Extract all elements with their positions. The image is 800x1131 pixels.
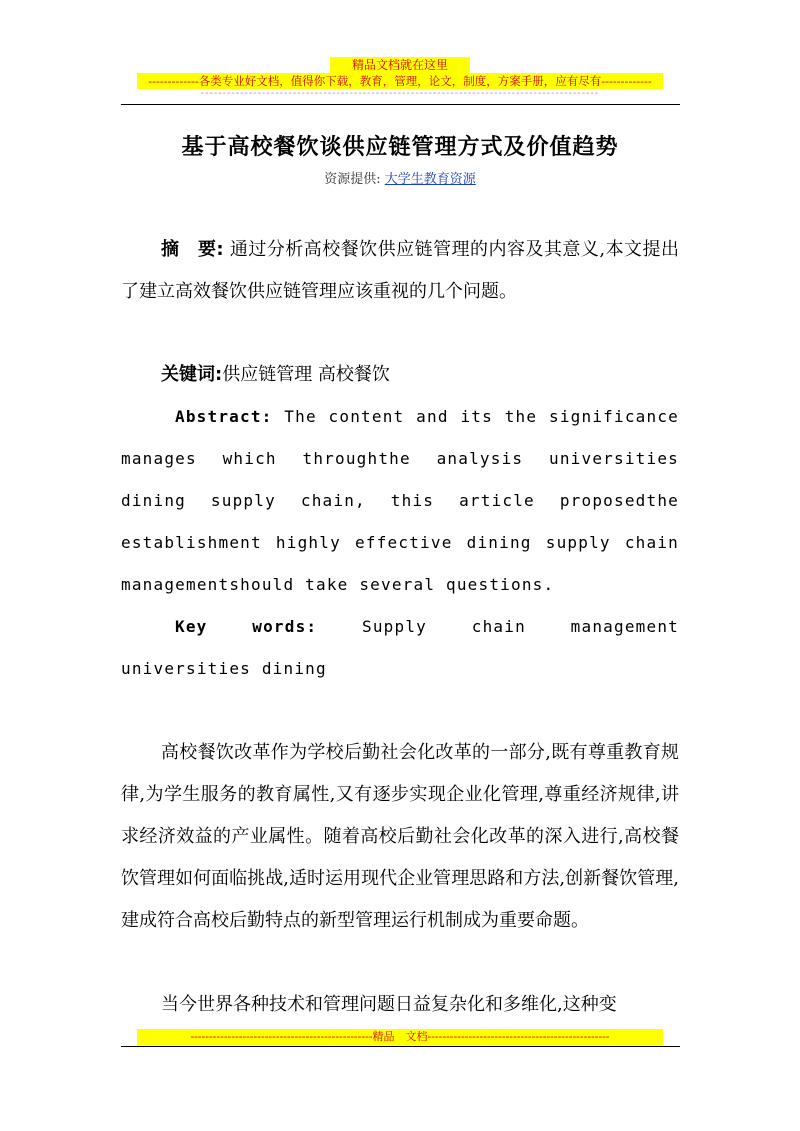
- source-line: [0, 168, 800, 187]
- keywords-label: 关键词:: [161, 364, 223, 385]
- abstract-en-label: Abstract:: [175, 407, 273, 426]
- source-label: 资源提供:: [324, 172, 385, 187]
- abstract-en-text: The content and its the significance manages which throughthe analysis universities dining supply chain, this article proposedthe establishment highly effective dining supply chain managementshould take several questions.: [121, 407, 679, 594]
- document-title: 基于高校餐饮谈供应链管理方式及价值趋势: [181, 135, 619, 160]
- keywords-en-label: Key words:: [175, 617, 318, 636]
- keywords-en: [121, 606, 679, 690]
- page-footer: -------------------------------------------------精品 文档-------------------------------------------------: [137, 1029, 663, 1045]
- keywords-cn: [121, 354, 679, 396]
- body-paragraph-1: 高校餐饮改革作为学校后勤社会化改革的一部分,既有尊重教育规律,为学生服务的教育属性,又有逐步实现企业化管理,尊重经济规律,讲求经济效益的产业属性。随着高校后勤社会化改革的深入进行,高校餐饮管理如何面临挑战,适时运用现代企业管理思路和方法,创新餐饮管理,建成符合高校后勤特点的新型管理运行机制成为重要命题。: [121, 742, 679, 931]
- keywords-en-text: Supply chain management universities dining: [121, 617, 679, 678]
- header-dashes: -------------------------------------------------------------------------------------------: [200, 89, 600, 99]
- footer-rule: [121, 1046, 680, 1047]
- abstract-en: [121, 396, 679, 606]
- header-title: 精品文档就在这里: [330, 57, 470, 73]
- page-header: [137, 57, 663, 99]
- abstract-text: 通过分析高校餐饮供应链管理的内容及其意义,本文提出了建立高效餐饮供应链管理应该重视的几个问题。: [121, 239, 679, 302]
- source-link[interactable]: 大学生教育资源: [384, 172, 476, 187]
- abstract-cn: [121, 229, 679, 313]
- header-banner: -------------各类专业好文档，值得你下载，教育，管理，论文，制度，方案手册，应有尽有-------------: [137, 73, 663, 89]
- abstract-label: 摘 要:: [161, 239, 224, 260]
- keywords-text: 供应链管理 高校餐饮: [222, 364, 390, 385]
- header-rule: [121, 104, 680, 105]
- body-paragraph-2: 当今世界各种技术和管理问题日益复杂化和多维化,这种变: [161, 994, 617, 1015]
